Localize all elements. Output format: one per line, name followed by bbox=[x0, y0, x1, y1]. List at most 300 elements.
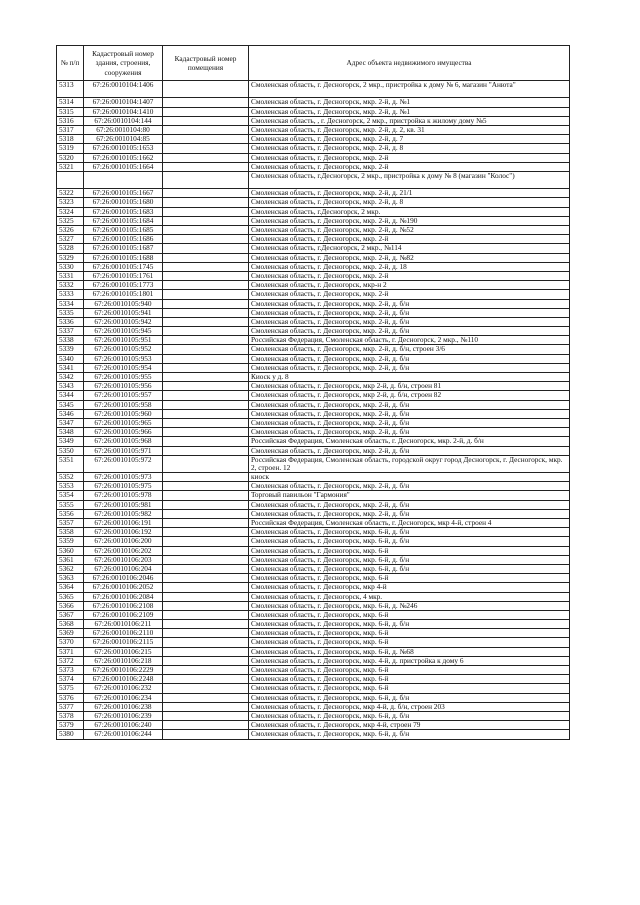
row-number-cell: 5361 bbox=[57, 555, 84, 564]
row-number-cell: 5365 bbox=[57, 592, 84, 601]
table-row bbox=[57, 455, 570, 472]
premises-cadastral-cell bbox=[163, 363, 249, 372]
address-cell: Смоленская область, г. Десногорск, мкр. 6-й bbox=[249, 638, 570, 647]
table-row bbox=[57, 162, 570, 171]
building-cadastral-cell: 67:26:0010105:966 bbox=[84, 428, 163, 437]
premises-cadastral-cell bbox=[163, 354, 249, 363]
address-cell: Смоленская область, г. Десногорск, мкр. 6-й, д. б/н bbox=[249, 555, 570, 564]
address-cell: Смоленская область, г. Десногорск, мкр. 2-й bbox=[249, 153, 570, 162]
building-cadastral-cell: 67:26:0010106:2248 bbox=[84, 675, 163, 684]
premises-cadastral-cell bbox=[163, 116, 249, 125]
address-cell: Смоленская область, г.Десногорск, 2 мкр. bbox=[249, 207, 570, 216]
building-cadastral-cell: 67:26:0010106:200 bbox=[84, 537, 163, 546]
building-cadastral-cell: 67:26:0010105:952 bbox=[84, 345, 163, 354]
table-row bbox=[57, 693, 570, 702]
premises-cadastral-cell bbox=[163, 382, 249, 391]
row-number-cell: 5316 bbox=[57, 116, 84, 125]
premises-cadastral-cell bbox=[163, 675, 249, 684]
premises-cadastral-cell bbox=[163, 482, 249, 491]
address-cell: Российская Федерация, Смоленская область, городской округ город Десногорск, г. Десногорск, мкр. 2, строен. 12 bbox=[249, 455, 570, 472]
premises-cadastral-cell bbox=[163, 400, 249, 409]
table-row bbox=[57, 198, 570, 207]
building-cadastral-cell: 67:26:0010105:1667 bbox=[84, 189, 163, 198]
address-cell: Смоленская область, г. Десногорск, мкр. 6-й, д. б/н bbox=[249, 528, 570, 537]
address-cell: Смоленская область, г. Десногорск, мкр. 2-й, д. б/н bbox=[249, 363, 570, 372]
table-row bbox=[57, 98, 570, 107]
table-row bbox=[57, 235, 570, 244]
building-cadastral-cell: 67:26:0010104:80 bbox=[84, 125, 163, 134]
row-number-cell: 5375 bbox=[57, 684, 84, 693]
address-cell: Смоленская область, г. Десногорск, мкр. 2-й, д. 21/1 bbox=[249, 189, 570, 198]
address-cell: Смоленская область, г. Десногорск, мкр. 6-й bbox=[249, 629, 570, 638]
address-cell: Смоленская область, г. Десногорск, 4 мкр. bbox=[249, 592, 570, 601]
premises-cadastral-cell bbox=[163, 428, 249, 437]
address-cell: Смоленская область, г. Десногорск, мкр. 2-й, д. б/н bbox=[249, 299, 570, 308]
address-cell: Смоленская область, г. Десногорск, мкр. 6-й, д. б/н bbox=[249, 537, 570, 546]
address-cell: Смоленская область, г. Десногорск, мкр. 2-й bbox=[249, 271, 570, 280]
building-cadastral-cell: 67:26:0010105:965 bbox=[84, 418, 163, 427]
table-row bbox=[57, 253, 570, 262]
address-cell: Смоленская область, г. Десногорск, мкр. 6-й bbox=[249, 574, 570, 583]
premises-cadastral-cell bbox=[163, 666, 249, 675]
table-row bbox=[57, 216, 570, 225]
row-number-cell: 5341 bbox=[57, 363, 84, 372]
row-number-cell: 5376 bbox=[57, 693, 84, 702]
address-cell: Смоленская область, г.Десногорск, 2 мкр., №114 bbox=[249, 244, 570, 253]
table-row bbox=[57, 409, 570, 418]
row-number-cell: 5351 bbox=[57, 455, 84, 472]
table-row bbox=[57, 125, 570, 134]
address-cell: Смоленская область, г. Десногорск, мкр. 2-й, д. б/н, строен 3/6 bbox=[249, 345, 570, 354]
premises-cadastral-cell bbox=[163, 702, 249, 711]
address-cell: Смоленская область, г. Десногорск, мкр. 2-й, д. 8 bbox=[249, 144, 570, 153]
premises-cadastral-cell bbox=[163, 308, 249, 317]
address-cell: Смоленская область, г. Десногорск, мкр. 2-й, д. 7 bbox=[249, 135, 570, 144]
row-number-cell: 5325 bbox=[57, 216, 84, 225]
row-number-cell: 5354 bbox=[57, 491, 84, 500]
table-row bbox=[57, 647, 570, 656]
address-cell: Смоленская область, г. Десногорск, мкр. 6-й, д. б/н bbox=[249, 620, 570, 629]
row-number-cell: 5364 bbox=[57, 583, 84, 592]
address-cell: Смоленская область, г. Десногорск, мкр. 2-й, д. б/н bbox=[249, 409, 570, 418]
property-register-table bbox=[56, 45, 570, 740]
table-row bbox=[57, 473, 570, 482]
table-row bbox=[57, 391, 570, 400]
building-cadastral-cell: 67:26:0010105:1664 bbox=[84, 162, 163, 171]
table-row bbox=[57, 601, 570, 610]
row-number-cell: 5348 bbox=[57, 428, 84, 437]
table-row bbox=[57, 153, 570, 162]
table-row bbox=[57, 400, 570, 409]
row-number-cell: 5373 bbox=[57, 666, 84, 675]
building-cadastral-cell: 67:26:0010106:240 bbox=[84, 721, 163, 730]
address-cell: Смоленская область, г. Десногорск, мкр. 6-й bbox=[249, 610, 570, 619]
premises-cadastral-cell bbox=[163, 446, 249, 455]
premises-cadastral-cell bbox=[163, 693, 249, 702]
table-row bbox=[57, 189, 570, 198]
premises-cadastral-cell bbox=[163, 171, 249, 188]
row-number-cell: 5363 bbox=[57, 574, 84, 583]
row-number-cell: 5356 bbox=[57, 509, 84, 518]
building-cadastral-cell: 67:26:0010105:942 bbox=[84, 317, 163, 326]
building-cadastral-cell: 67:26:0010105:955 bbox=[84, 373, 163, 382]
premises-cadastral-cell bbox=[163, 437, 249, 446]
table-row bbox=[57, 262, 570, 271]
table-row bbox=[57, 207, 570, 216]
row-number-cell: 5323 bbox=[57, 198, 84, 207]
table-row bbox=[57, 308, 570, 317]
premises-cadastral-cell bbox=[163, 519, 249, 528]
address-cell: Смоленская область, г. Десногорск, мкр. 2-й, д. б/н bbox=[249, 327, 570, 336]
row-number-cell: 5313 bbox=[57, 81, 84, 98]
building-cadastral-cell: 67:26:0010105:1773 bbox=[84, 281, 163, 290]
row-number-cell: 5337 bbox=[57, 327, 84, 336]
table-row bbox=[57, 418, 570, 427]
premises-cadastral-cell bbox=[163, 162, 249, 171]
premises-cadastral-cell bbox=[163, 620, 249, 629]
premises-cadastral-cell bbox=[163, 491, 249, 500]
row-number-cell: 5332 bbox=[57, 281, 84, 290]
premises-cadastral-cell bbox=[163, 537, 249, 546]
building-cadastral-cell: 67:26:0010105:1662 bbox=[84, 153, 163, 162]
table-row bbox=[57, 592, 570, 601]
table-row bbox=[57, 373, 570, 382]
table-row bbox=[57, 299, 570, 308]
building-cadastral-cell: 67:26:0010106:2046 bbox=[84, 574, 163, 583]
row-number-cell: 5344 bbox=[57, 391, 84, 400]
address-cell: Смоленская область, г. Десногорск, мкр. 6-й, д. б/н bbox=[249, 564, 570, 573]
address-cell: Смоленская область, г. Десногорск, мкр. 2-й, д. №1 bbox=[249, 98, 570, 107]
premises-cadastral-cell bbox=[163, 144, 249, 153]
premises-cadastral-cell bbox=[163, 592, 249, 601]
row-number-cell: 5326 bbox=[57, 226, 84, 235]
row-number-cell: 5369 bbox=[57, 629, 84, 638]
premises-cadastral-cell bbox=[163, 409, 249, 418]
address-cell: Смоленская область, г. Десногорск, мкр. 6-й bbox=[249, 546, 570, 555]
building-cadastral-cell: 67:26:0010105:1801 bbox=[84, 290, 163, 299]
building-cadastral-cell: 67:26:0010106:2109 bbox=[84, 610, 163, 619]
table-row bbox=[57, 327, 570, 336]
building-cadastral-cell: 67:26:0010105:957 bbox=[84, 391, 163, 400]
row-number-cell: 5380 bbox=[57, 730, 84, 739]
premises-cadastral-cell bbox=[163, 345, 249, 354]
building-cadastral-cell: 67:26:0010105:978 bbox=[84, 491, 163, 500]
premises-cadastral-cell bbox=[163, 583, 249, 592]
table-row bbox=[57, 171, 570, 188]
table-row bbox=[57, 721, 570, 730]
table-row bbox=[57, 629, 570, 638]
address-cell: Смоленская область, г. Десногорск, мкр. 2-й, д. б/н bbox=[249, 400, 570, 409]
premises-cadastral-cell bbox=[163, 226, 249, 235]
address-cell: Смоленская область, г. Десногорск, мкр. 2-й, д. 8 bbox=[249, 198, 570, 207]
address-cell: Смоленская область, г. Десногорск, мкр. 2-й bbox=[249, 235, 570, 244]
table-header bbox=[57, 46, 570, 81]
row-number-cell: 5318 bbox=[57, 135, 84, 144]
table-row bbox=[57, 382, 570, 391]
table-row bbox=[57, 537, 570, 546]
premises-cadastral-cell bbox=[163, 711, 249, 720]
address-cell: Смоленская область, г. Десногорск, мкр 2-й, д. б/н, строен 82 bbox=[249, 391, 570, 400]
building-cadastral-cell: 67:26:0010104:1410 bbox=[84, 107, 163, 116]
building-cadastral-cell: 67:26:0010105:968 bbox=[84, 437, 163, 446]
row-number-cell: 5347 bbox=[57, 418, 84, 427]
row-number-cell: 5360 bbox=[57, 546, 84, 555]
table-row bbox=[57, 482, 570, 491]
premises-cadastral-cell bbox=[163, 271, 249, 280]
premises-cadastral-cell bbox=[163, 730, 249, 739]
address-cell: Смоленская область, г. Десногорск, мкр. 2-й, д. 2, кв. 31 bbox=[249, 125, 570, 134]
building-cadastral-cell: 67:26:0010105:975 bbox=[84, 482, 163, 491]
table-row bbox=[57, 345, 570, 354]
building-cadastral-cell: 67:26:0010106:2110 bbox=[84, 629, 163, 638]
table-row bbox=[57, 730, 570, 739]
table-row bbox=[57, 290, 570, 299]
table-row bbox=[57, 620, 570, 629]
row-number-cell: 5374 bbox=[57, 675, 84, 684]
table-row bbox=[57, 555, 570, 564]
address-cell: Смоленская область, г. Десногорск, мкр. 2-й, д. №82 bbox=[249, 253, 570, 262]
address-cell: Смоленская область, г. Десногорск, мкр 2-й, д. б/н, строен 81 bbox=[249, 382, 570, 391]
row-number-cell: 5342 bbox=[57, 373, 84, 382]
premises-cadastral-cell bbox=[163, 391, 249, 400]
building-cadastral-cell: 67:26:0010106:2084 bbox=[84, 592, 163, 601]
row-number-cell: 5328 bbox=[57, 244, 84, 253]
table-row bbox=[57, 656, 570, 665]
address-cell: Смоленская область, г. Десногорск, мкр. 2-й bbox=[249, 162, 570, 171]
header-property-address: Адрес объекта недвижимого имущества bbox=[249, 46, 570, 81]
table-row bbox=[57, 610, 570, 619]
building-cadastral-cell: 67:26:0010106:2115 bbox=[84, 638, 163, 647]
building-cadastral-cell: 67:26:0010105:953 bbox=[84, 354, 163, 363]
building-cadastral-cell: 67:26:0010105:958 bbox=[84, 400, 163, 409]
row-number-cell: 5357 bbox=[57, 519, 84, 528]
address-cell: Киоск у д. 8 bbox=[249, 373, 570, 382]
building-cadastral-cell: 67:26:0010106:204 bbox=[84, 564, 163, 573]
row-number-cell: 5339 bbox=[57, 345, 84, 354]
premises-cadastral-cell bbox=[163, 684, 249, 693]
building-cadastral-cell: 67:26:0010105:945 bbox=[84, 327, 163, 336]
address-cell: Смоленская область, г. Десногорск, мкр. 2-й, д. б/н bbox=[249, 354, 570, 363]
premises-cadastral-cell bbox=[163, 107, 249, 116]
table-row bbox=[57, 437, 570, 446]
building-cadastral-cell: 67:26:0010105:1680 bbox=[84, 198, 163, 207]
building-cadastral-cell: 67:26:0010105:940 bbox=[84, 299, 163, 308]
address-cell: Смоленская область, г. Десногорск, мкр-н 2 bbox=[249, 281, 570, 290]
premises-cadastral-cell bbox=[163, 327, 249, 336]
premises-cadastral-cell bbox=[163, 198, 249, 207]
address-cell: Смоленская область, г. Десногорск, мкр. 6-й, д. №246 bbox=[249, 601, 570, 610]
table-row bbox=[57, 638, 570, 647]
row-number-cell: 5359 bbox=[57, 537, 84, 546]
row-number-cell: 5370 bbox=[57, 638, 84, 647]
row-number-cell: 5329 bbox=[57, 253, 84, 262]
address-cell: Смоленская область, г. Десногорск, мкр. 6-й, д. б/н bbox=[249, 730, 570, 739]
address-cell: Смоленская область, г. Десногорск, мкр. 6-й bbox=[249, 666, 570, 675]
table-row bbox=[57, 281, 570, 290]
row-number-cell: 5346 bbox=[57, 409, 84, 418]
address-cell: Российская Федерация, Смоленская область, г. Десногорск, мкр 4-й, строен 4 bbox=[249, 519, 570, 528]
address-cell: Смоленская область, г.Десногорск, 2 мкр., пристройка к дому № 8 (магазин "Колос") bbox=[249, 171, 570, 188]
building-cadastral-cell: 67:26:0010105:981 bbox=[84, 500, 163, 509]
row-number-cell: 5333 bbox=[57, 290, 84, 299]
address-cell: Смоленская область, г. Десногорск, мкр. 6-й bbox=[249, 684, 570, 693]
premises-cadastral-cell bbox=[163, 244, 249, 253]
premises-cadastral-cell bbox=[163, 281, 249, 290]
building-cadastral-cell: 67:26:0010106:2052 bbox=[84, 583, 163, 592]
premises-cadastral-cell bbox=[163, 638, 249, 647]
row-number-cell: 5355 bbox=[57, 500, 84, 509]
row-number-cell: 5345 bbox=[57, 400, 84, 409]
building-cadastral-cell: 67:26:0010105:973 bbox=[84, 473, 163, 482]
table-row bbox=[57, 428, 570, 437]
premises-cadastral-cell bbox=[163, 473, 249, 482]
row-number-cell: 5352 bbox=[57, 473, 84, 482]
building-cadastral-cell: 67:26:0010106:234 bbox=[84, 693, 163, 702]
premises-cadastral-cell bbox=[163, 235, 249, 244]
address-cell: киоск bbox=[249, 473, 570, 482]
table-row bbox=[57, 666, 570, 675]
premises-cadastral-cell bbox=[163, 373, 249, 382]
premises-cadastral-cell bbox=[163, 299, 249, 308]
row-number-cell: 5368 bbox=[57, 620, 84, 629]
building-cadastral-cell bbox=[84, 171, 163, 188]
premises-cadastral-cell bbox=[163, 207, 249, 216]
table-row bbox=[57, 574, 570, 583]
table-row bbox=[57, 702, 570, 711]
table-row bbox=[57, 81, 570, 98]
table-row bbox=[57, 354, 570, 363]
row-number-cell: 5317 bbox=[57, 125, 84, 134]
table-row bbox=[57, 509, 570, 518]
building-cadastral-cell: 67:26:0010104:144 bbox=[84, 116, 163, 125]
header-premises-cadastral-number: Кадастровый номер помещения bbox=[163, 46, 249, 81]
building-cadastral-cell: 67:26:0010105:972 bbox=[84, 455, 163, 472]
premises-cadastral-cell bbox=[163, 647, 249, 656]
address-cell: Смоленская область, г. Десногорск, мкр. 2-й, д. б/н bbox=[249, 308, 570, 317]
table-row bbox=[57, 583, 570, 592]
building-cadastral-cell: 67:26:0010105:956 bbox=[84, 382, 163, 391]
row-number-cell: 5358 bbox=[57, 528, 84, 537]
row-number-cell: 5353 bbox=[57, 482, 84, 491]
building-cadastral-cell: 67:26:0010105:1684 bbox=[84, 216, 163, 225]
address-cell: Смоленская область, г. Десногорск, мкр. 4-й, д. пристройка к дому 6 bbox=[249, 656, 570, 665]
building-cadastral-cell: 67:26:0010106:2229 bbox=[84, 666, 163, 675]
row-number-cell: 5330 bbox=[57, 262, 84, 271]
address-cell: Смоленская область, г. Десногорск, мкр. 2-й, д. б/н bbox=[249, 317, 570, 326]
building-cadastral-cell: 67:26:0010104:85 bbox=[84, 135, 163, 144]
table-row bbox=[57, 244, 570, 253]
premises-cadastral-cell bbox=[163, 574, 249, 583]
header-building-cadastral-number: Кадастровый номер здания, строения, сооружения bbox=[84, 46, 163, 81]
address-cell: Смоленская область, г. Десногорск, мкр 4-й, строен 79 bbox=[249, 721, 570, 730]
building-cadastral-cell: 67:26:0010105:1683 bbox=[84, 207, 163, 216]
premises-cadastral-cell bbox=[163, 317, 249, 326]
building-cadastral-cell: 67:26:0010105:1687 bbox=[84, 244, 163, 253]
table-row bbox=[57, 135, 570, 144]
address-cell: Смоленская область, г. Десногорск, мкр. 2-й, д. №1 bbox=[249, 107, 570, 116]
address-cell: Смоленская область, г. Десногорск, мкр. 6-й, д. №68 bbox=[249, 647, 570, 656]
row-number-cell: 5340 bbox=[57, 354, 84, 363]
building-cadastral-cell: 67:26:0010106:202 bbox=[84, 546, 163, 555]
table-row bbox=[57, 684, 570, 693]
table-row bbox=[57, 144, 570, 153]
building-cadastral-cell: 67:26:0010106:191 bbox=[84, 519, 163, 528]
address-cell: Смоленская область, г. Десногорск, мкр. 6-й bbox=[249, 675, 570, 684]
building-cadastral-cell: 67:26:0010106:244 bbox=[84, 730, 163, 739]
address-cell: Смоленская область, г. Десногорск, мкр. 6-й, д. б/н bbox=[249, 711, 570, 720]
address-cell: Смоленская область, г. Десногорск, мкр. 2-й, д. б/н bbox=[249, 500, 570, 509]
table-row bbox=[57, 317, 570, 326]
building-cadastral-cell: 67:26:0010105:1761 bbox=[84, 271, 163, 280]
row-number-cell: 5331 bbox=[57, 271, 84, 280]
row-number-cell: 5320 bbox=[57, 153, 84, 162]
address-cell: Смоленская область, г. Десногорск, мкр. 6-й, д. б/н bbox=[249, 693, 570, 702]
building-cadastral-cell: 67:26:0010105:960 bbox=[84, 409, 163, 418]
table-row bbox=[57, 226, 570, 235]
row-number-cell: 5362 bbox=[57, 564, 84, 573]
table-row bbox=[57, 446, 570, 455]
address-cell: Смоленская область, г. Десногорск, мкр. 2-й, д. б/н bbox=[249, 446, 570, 455]
row-number-cell: 5350 bbox=[57, 446, 84, 455]
building-cadastral-cell: 67:26:0010106:232 bbox=[84, 684, 163, 693]
premises-cadastral-cell bbox=[163, 721, 249, 730]
table-row bbox=[57, 363, 570, 372]
table-row bbox=[57, 711, 570, 720]
premises-cadastral-cell bbox=[163, 546, 249, 555]
table-row bbox=[57, 336, 570, 345]
building-cadastral-cell: 67:26:0010105:1745 bbox=[84, 262, 163, 271]
table-row bbox=[57, 271, 570, 280]
premises-cadastral-cell bbox=[163, 418, 249, 427]
row-number-cell: 5321 bbox=[57, 162, 84, 171]
row-number-cell: 5343 bbox=[57, 382, 84, 391]
address-cell: Смоленская область, г. Десногорск, мкр. 2-й, д. б/н bbox=[249, 418, 570, 427]
building-cadastral-cell: 67:26:0010105:951 bbox=[84, 336, 163, 345]
row-number-cell: 5379 bbox=[57, 721, 84, 730]
premises-cadastral-cell bbox=[163, 601, 249, 610]
premises-cadastral-cell bbox=[163, 564, 249, 573]
address-cell: Смоленская область, , г. Десногорск, 2 мкр., пристройка к жилому дому №5 bbox=[249, 116, 570, 125]
building-cadastral-cell: 67:26:0010105:982 bbox=[84, 509, 163, 518]
row-number-cell: 5377 bbox=[57, 702, 84, 711]
row-number-cell: 5315 bbox=[57, 107, 84, 116]
address-cell: Смоленская область, г. Десногорск, мкр. 2-й, д. №52 bbox=[249, 226, 570, 235]
table-row bbox=[57, 675, 570, 684]
table-body bbox=[57, 81, 570, 740]
row-number-cell: 5366 bbox=[57, 601, 84, 610]
row-number-cell: 5336 bbox=[57, 317, 84, 326]
table-row bbox=[57, 491, 570, 500]
premises-cadastral-cell bbox=[163, 455, 249, 472]
table-row bbox=[57, 107, 570, 116]
address-cell: Смоленская область, г. Десногорск, мкр. 2-й, д. б/н bbox=[249, 509, 570, 518]
address-cell: Смоленская область, г. Десногорск, мкр. 2-й, д. №190 bbox=[249, 216, 570, 225]
address-cell: Смоленская область, г. Десногорск, мкр. 2-й, д. б/н bbox=[249, 428, 570, 437]
building-cadastral-cell: 67:26:0010106:192 bbox=[84, 528, 163, 537]
premises-cadastral-cell bbox=[163, 81, 249, 98]
table-row bbox=[57, 528, 570, 537]
building-cadastral-cell: 67:26:0010105:954 bbox=[84, 363, 163, 372]
premises-cadastral-cell bbox=[163, 336, 249, 345]
premises-cadastral-cell bbox=[163, 253, 249, 262]
address-cell: Смоленская область, г. Десногорск, мкр. 2-й, д. б/н bbox=[249, 482, 570, 491]
premises-cadastral-cell bbox=[163, 125, 249, 134]
address-cell: Смоленская область, г. Десногорск, мкр. 2-й, д. 18 bbox=[249, 262, 570, 271]
building-cadastral-cell: 67:26:0010104:1406 bbox=[84, 81, 163, 98]
building-cadastral-cell: 67:26:0010105:1686 bbox=[84, 235, 163, 244]
building-cadastral-cell: 67:26:0010105:1688 bbox=[84, 253, 163, 262]
row-number-cell bbox=[57, 171, 84, 188]
